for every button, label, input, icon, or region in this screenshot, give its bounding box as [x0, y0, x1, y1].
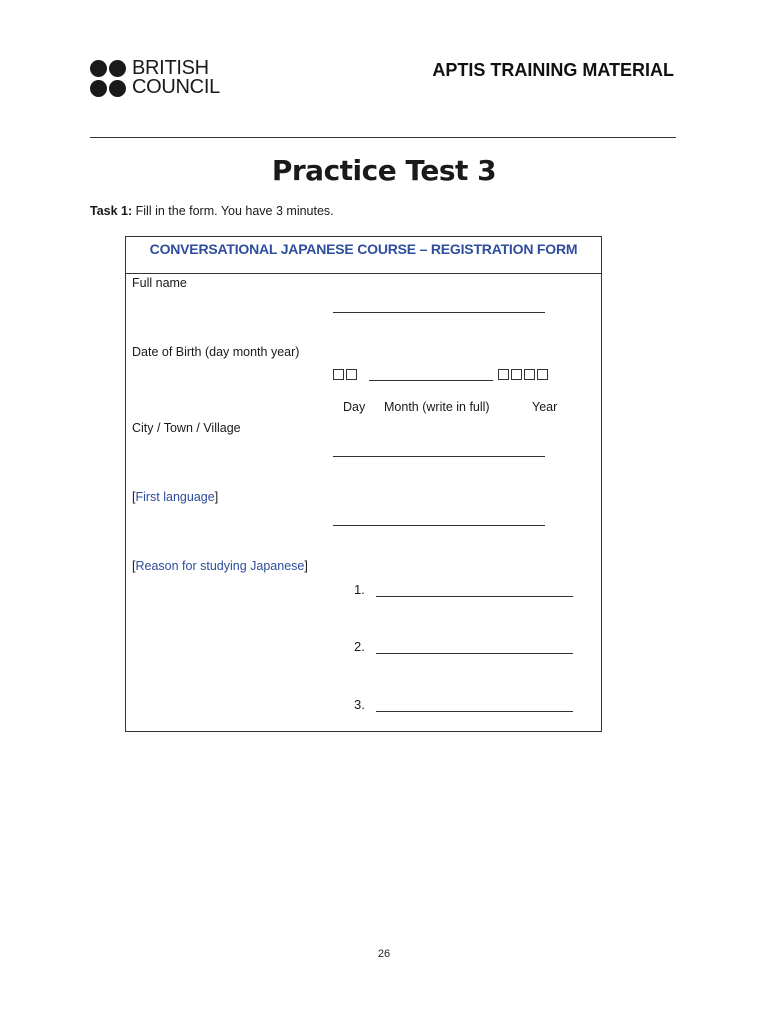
reason-number-1: 1.	[354, 582, 365, 597]
full-name-field[interactable]	[333, 312, 545, 313]
dob-year-caption: Year	[532, 400, 558, 414]
registration-form	[125, 236, 602, 732]
dob-day-caption: Day	[343, 400, 366, 414]
dob-year-boxes[interactable]	[498, 366, 550, 384]
task-text: Fill in the form. You have 3 minutes.	[132, 204, 334, 218]
four-dots-logo-icon	[90, 60, 126, 98]
city-label: City / Town / Village	[132, 421, 241, 435]
page-number: 26	[377, 948, 391, 960]
reason-number-3: 3.	[354, 697, 365, 712]
page-title: Practice Test 3	[271, 154, 497, 187]
dob-label: Date of Birth (day month year)	[132, 345, 300, 359]
reason-field-2[interactable]	[376, 653, 573, 654]
reason-label: [Reason for studying Japanese]	[132, 559, 308, 573]
dob-month-field[interactable]	[369, 380, 493, 381]
reason-number-2: 2.	[354, 639, 365, 654]
reason-field-1[interactable]	[376, 596, 573, 597]
dob-day-box-2[interactable]	[346, 369, 357, 380]
dob-day-boxes[interactable]	[333, 366, 359, 384]
dob-year-box-3[interactable]	[524, 369, 535, 380]
full-name-label: Full name	[132, 276, 187, 290]
logo-line1: BRITISH	[132, 57, 209, 79]
first-language-label: [First language]	[132, 490, 219, 504]
header-title: APTIS TRAINING MATERIAL	[432, 60, 674, 80]
logo-line2: COUNCIL	[132, 76, 220, 98]
header-divider	[90, 137, 676, 138]
dob-year-box-4[interactable]	[537, 369, 548, 380]
form-header	[126, 237, 601, 274]
british-council-logo	[90, 57, 230, 100]
task-instruction	[90, 204, 334, 218]
first-language-text: First language	[135, 490, 215, 504]
dob-day-box-1[interactable]	[333, 369, 344, 380]
dob-year-box-1[interactable]	[498, 369, 509, 380]
city-field[interactable]	[333, 456, 545, 457]
logo-text	[132, 59, 220, 97]
task-label: Task 1:	[90, 204, 133, 218]
dob-month-caption: Month (write in full)	[384, 400, 490, 414]
dob-year-box-2[interactable]	[511, 369, 522, 380]
form-heading: CONVERSATIONAL JAPANESE COURSE – REGISTRATION FORM	[149, 241, 578, 257]
reason-text: Reason for studying Japanese	[135, 559, 305, 573]
reason-field-3[interactable]	[376, 711, 573, 712]
first-language-field[interactable]	[333, 525, 545, 526]
